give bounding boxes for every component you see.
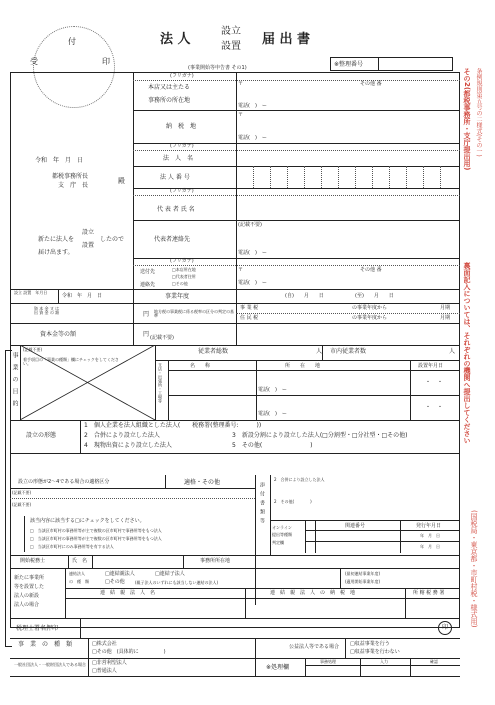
opt-profit-no[interactable]: □収益事業を行わない bbox=[350, 649, 400, 655]
send-option-rep[interactable]: □代表者住所 bbox=[172, 274, 196, 279]
tax-accountant-sign-label: 税理士署名押印 bbox=[16, 625, 59, 632]
capital-amount-label: 資本金等の額 bbox=[40, 331, 77, 338]
title-corp: 法 人 bbox=[160, 32, 191, 47]
rep-contact-phone: 電話( ) ー bbox=[238, 250, 267, 256]
branch1-phone: 電話( ) ー bbox=[258, 387, 287, 393]
tax-place-label: 納 税 地 bbox=[166, 123, 197, 130]
send-label: 送付先 bbox=[140, 269, 156, 275]
receipt-label-left: 受 bbox=[30, 57, 38, 66]
business-tax-from: の事業年度から bbox=[352, 305, 388, 311]
form-type-opt2[interactable]: 2 合併により設立した法人 bbox=[84, 432, 160, 439]
check-option-3[interactable]: □ 当該区市町村にのみ事務所等を有する法人 bbox=[30, 544, 114, 549]
addressee-dono: 殿 bbox=[118, 177, 125, 185]
setup-note-b: 設立 bbox=[82, 229, 95, 236]
send-postal: 〒 bbox=[238, 267, 244, 273]
proc-col-3: 確認 bbox=[430, 659, 438, 664]
opt-profit-do[interactable]: □収益事業を行う bbox=[350, 641, 390, 647]
new-corp-3: 法人の新設 bbox=[14, 593, 40, 599]
business-start-note: (事業開始等申告書 その1) bbox=[188, 65, 247, 71]
side-form-no: 条例規則第五号の二様式(その一) bbox=[475, 68, 482, 157]
tax-place-phone: 電話( ) ー bbox=[238, 135, 267, 141]
person-name-label: 氏 名 bbox=[72, 558, 88, 564]
side-form-desc: その2(都税事務所・支庁提出用) bbox=[463, 68, 471, 171]
receipt-label-right: 印 bbox=[102, 57, 110, 66]
judging-no-box bbox=[330, 57, 453, 71]
rep-contact-note: (記載不要) bbox=[238, 222, 262, 228]
tax-place-field[interactable] bbox=[240, 118, 455, 132]
proc-col-1: 事務処理 bbox=[320, 659, 336, 664]
submit-date: 令和 年 月 日 bbox=[35, 157, 84, 164]
opt-other-corp[interactable]: □その他 bbox=[105, 579, 125, 585]
related-no-label: 関連番号 bbox=[345, 523, 366, 529]
setup-date-label: 設立 設置 年月日 bbox=[14, 290, 48, 295]
col-parent-name: 連 結 親 法 人 名 bbox=[100, 590, 156, 596]
resident-tax-monthly: 月期 bbox=[440, 315, 451, 321]
rep-name-label: 代 表 者 氏 名 bbox=[157, 206, 195, 213]
shown-ym-2: 年 月 日 bbox=[420, 544, 440, 549]
tax-office-head: 都税事務所長 bbox=[52, 173, 89, 180]
office-addr-label: 事務所所在地 bbox=[200, 558, 231, 564]
resp-type-label: の 種 類 bbox=[69, 579, 89, 584]
corp-name-field[interactable] bbox=[240, 152, 455, 164]
corp-no-label: 法 人 番 号 bbox=[160, 174, 190, 181]
furigana-3: (フリガナ) bbox=[170, 188, 194, 194]
form-type-opt5[interactable]: 5 その他( ) bbox=[232, 442, 313, 449]
business-tax-label: 事 業 税 bbox=[240, 305, 259, 311]
new-corp-2: 等を設置した bbox=[14, 584, 45, 590]
opt-ippan: 一般社団法人・一般財団法人である場合 bbox=[14, 662, 86, 667]
branch2-date: ・ ・ bbox=[425, 404, 444, 411]
col-parent-addr: 連 結 親 法 人 の 納 税 地 bbox=[270, 590, 356, 596]
prior-bracket bbox=[24, 516, 26, 552]
capital-amount-yen: 円 bbox=[143, 331, 150, 338]
opt-other-kind[interactable]: □その他 (具体的に ) bbox=[92, 649, 166, 655]
attach-opt-1[interactable]: 2 合併により設立した法人 bbox=[274, 477, 325, 482]
opt-parent-corp[interactable]: □連結親法人 bbox=[105, 571, 135, 577]
attach-label: 添付書類等 bbox=[259, 482, 265, 527]
col-parent-office: 所 轄 税 務 署 bbox=[413, 590, 445, 596]
judging-no-label: ※整理番号 bbox=[334, 61, 364, 68]
col-branch-date: 設置年月日 bbox=[418, 363, 444, 369]
city-employees-persons: 人 bbox=[449, 348, 456, 355]
biz-kind-label: 事 業 の 種 類 bbox=[18, 641, 73, 648]
tax-office-label: 開始税務士 bbox=[20, 558, 46, 564]
judge-label: 判定欄 bbox=[272, 540, 284, 545]
setup-date-value: 令和 年 月 日 bbox=[62, 293, 103, 299]
form-type-opt4[interactable]: 4 現物出資により設立した法人 bbox=[84, 442, 172, 449]
title-report: 届 出 書 bbox=[262, 32, 311, 47]
capital-field[interactable] bbox=[62, 305, 132, 321]
hq-phone: 電話( ) ー bbox=[238, 103, 267, 109]
business-note: (記載不要) bbox=[23, 347, 43, 352]
business-tax-monthly: 月期 bbox=[440, 305, 451, 311]
business-instruction: 着手項目の「事業の種類」欄にチェックをしてください。 bbox=[23, 357, 119, 366]
capital-yen: 円 bbox=[143, 311, 150, 318]
setup-note-d: したので bbox=[100, 236, 125, 243]
employees-persons: 人 bbox=[316, 348, 323, 355]
fiscal-to: (至) 月 日 bbox=[355, 293, 394, 299]
branch1-name-field[interactable] bbox=[170, 372, 254, 393]
seal-char: 印 bbox=[442, 624, 449, 631]
title-branch: 設置 bbox=[221, 41, 241, 52]
setup-note-e: 届け出ます。 bbox=[38, 249, 74, 256]
receipt-stamp-area bbox=[10, 20, 135, 75]
fiscal-year-label: 事業年度 bbox=[165, 293, 190, 300]
furigana-2: (フリガナ) bbox=[170, 143, 194, 149]
parent-info-2: (適用開始事業年度) bbox=[345, 579, 381, 584]
hq-label-2: 事務所の所在地 bbox=[148, 97, 191, 104]
resident-tax-from: の事業年度から bbox=[352, 315, 388, 321]
opt-kabushiki[interactable]: □株式会社 bbox=[92, 641, 117, 647]
qualified-value[interactable]: 適格・その他 bbox=[184, 479, 221, 486]
online-label: オンライン bbox=[272, 525, 292, 530]
process-label: ※処理欄 bbox=[266, 664, 290, 671]
public-corp-label: 公益法人等である場合 bbox=[288, 644, 339, 650]
resp-corp-label: 連結法人 bbox=[69, 571, 85, 576]
branch1-date: ・ ・ bbox=[425, 379, 444, 386]
check-option-1[interactable]: □ 当該区市町村の事務所等が主で複数の区市町村で事務所等をもつ法人 bbox=[30, 528, 162, 533]
contact-label: 連絡先 bbox=[140, 282, 156, 288]
hq-label-1: 本店又は主たる bbox=[148, 84, 191, 91]
send-phone: 電話( ) ー bbox=[238, 280, 267, 286]
prior-note-2: (記載不要) bbox=[12, 502, 32, 507]
connector-line bbox=[5, 350, 12, 647]
branch-head: 支 庁 長 bbox=[58, 182, 89, 189]
business-cross-lines bbox=[20, 345, 155, 420]
proc-col-2: 入力 bbox=[380, 659, 388, 664]
capital-amount-note: (記載不要) bbox=[150, 335, 174, 341]
side-destination: (国税局・東京都・市町村税・様式用) bbox=[470, 510, 478, 628]
capital-range-label: 地方税の事業税に係る税率の区分の判定の基準 bbox=[154, 309, 234, 318]
check-intro: 該当内容に該当する□にチェックをしてください。 bbox=[30, 518, 145, 524]
branch2-name-field[interactable] bbox=[170, 397, 254, 418]
city-employees-label: 市内従業者数 bbox=[330, 348, 367, 355]
opt-nonprofit[interactable]: □非営利型法人 bbox=[92, 660, 127, 666]
parent-addr-field[interactable] bbox=[250, 600, 400, 616]
side-instruction: 裏面記入については、それぞれの機関へ提出してください bbox=[463, 262, 471, 444]
check-option-2[interactable]: □ 当該区市町村の事務所等が主で複数の区市町村で事務所等をもつ法人 bbox=[30, 536, 162, 541]
corp-name-label: 法 人 名 bbox=[163, 155, 194, 162]
form-type-opt3[interactable]: 3 新設分割により設立した法人(□分割型・□分社型・□その他) bbox=[232, 432, 408, 439]
hq-address-field[interactable] bbox=[240, 88, 455, 100]
opt-normal[interactable]: □普通法人 bbox=[92, 668, 117, 674]
branch-vertical-label: 支店・出張所・工場等 bbox=[158, 363, 163, 403]
send-jibun: その他 番 bbox=[360, 267, 382, 273]
shown-ym-1: 年 月 日 bbox=[420, 533, 440, 538]
furigana-1: (フリガナ) bbox=[170, 73, 194, 79]
hq-jibun: その他 番 bbox=[360, 81, 382, 87]
resp-sub-note: (親子法人のいずれにも該当しない連結の法人) bbox=[135, 580, 219, 585]
title-setup: 設立 bbox=[221, 26, 241, 37]
form-type-label: 設立の形態 bbox=[26, 432, 57, 439]
qualified-label: 設立の形態が2〜4である場合の適格区分 bbox=[18, 479, 110, 485]
branch2-phone: 電話( ) ー bbox=[258, 411, 287, 417]
rep-name-field[interactable] bbox=[240, 199, 455, 217]
form-type-opt1[interactable]: 1 個人企業を法人組織とした法人( 税務署(整理番号: )) bbox=[84, 422, 262, 429]
fiscal-from: (自) 月 日 bbox=[285, 293, 324, 299]
business-purpose-label: 事業の目的 bbox=[11, 352, 18, 412]
setup-note-c: 設置 bbox=[82, 242, 95, 249]
parent-info-1: (最初連結事業年度) bbox=[345, 571, 381, 576]
col-branch-name: 名 称 bbox=[190, 363, 211, 369]
send-option-other[interactable]: □その他 bbox=[172, 281, 188, 286]
tax-accountant-seal[interactable] bbox=[438, 621, 452, 635]
rep-contact-label: 代表者連絡先 bbox=[154, 236, 191, 243]
receipt-label-mid: 付 bbox=[68, 37, 76, 46]
shown-year-label: 発行年月日 bbox=[416, 523, 442, 529]
mailbox-label: 提出等種類 bbox=[272, 532, 292, 537]
capital-label: 資 本 金 又 は 出 資 金 の 額 bbox=[34, 306, 60, 315]
parent-name-field[interactable] bbox=[70, 600, 240, 616]
employees-label: 従業者総数 bbox=[198, 348, 229, 355]
setup-note-a: 新たに法人を bbox=[38, 236, 75, 243]
hq-postal: 〒 bbox=[238, 81, 244, 87]
new-corp-1: 新たに事業所 bbox=[14, 575, 45, 581]
send-option-hq[interactable]: □本店所在地 bbox=[172, 267, 196, 272]
col-branch-addr: 所 在 地 bbox=[285, 363, 321, 369]
tax-place-postal: 〒 bbox=[238, 112, 244, 118]
prior-note: (記載不要) bbox=[12, 490, 32, 495]
branch2-addr-field[interactable] bbox=[258, 397, 408, 411]
opt-child-corp[interactable]: □連結子法人 bbox=[155, 571, 185, 577]
furigana-4: (フリガナ) bbox=[170, 258, 194, 264]
branch1-addr-field[interactable] bbox=[258, 372, 408, 386]
corp-no-boxes[interactable] bbox=[236, 166, 460, 188]
attach-opt-2[interactable]: 2 その他( ) bbox=[274, 499, 312, 504]
resident-tax-label: 住 民 税 bbox=[240, 315, 259, 321]
new-corp-4: 法人の場合 bbox=[14, 602, 40, 608]
